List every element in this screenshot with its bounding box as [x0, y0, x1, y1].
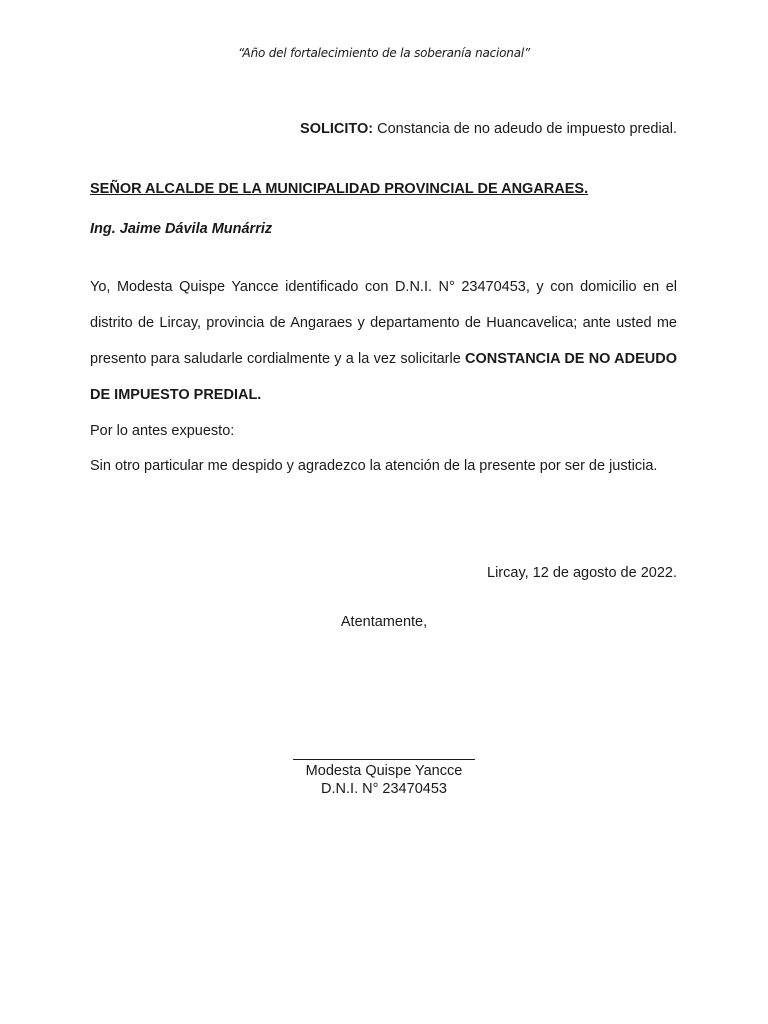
- subject-text: Constancia de no adeudo de impuesto predial.: [373, 121, 677, 137]
- body-paragraph-farewell: Sin otro particular me despido y agradezco la atención de la presente por ser de justicia.: [90, 458, 658, 474]
- closing-salutation: Atentamente,: [340, 614, 428, 630]
- signer-name: Modesta Quispe Yancce: [305, 763, 463, 779]
- signature-line: [293, 759, 475, 760]
- subject-line: [300, 121, 677, 137]
- place-date: Lircay, 12 de agosto de 2022.: [487, 565, 677, 581]
- body-paragraph-exposed: Por lo antes expuesto:: [90, 423, 235, 439]
- request-text: Yo, Modesta Quispe Yancce identificado con D.N.I. N° 23470453, y con domicilio en el distrito de Lircay, provincia de Angaraes y departamento de Huancavelica; ante usted me presento para saludarle cordialmente y a la vez solicitarle: [90, 279, 677, 367]
- subject-label: SOLICITO:: [300, 121, 374, 137]
- signer-dni: D.N.I. N° 23470453: [321, 781, 447, 797]
- year-motto: “Año del fortalecimiento de la soberanía nacional”: [237, 46, 531, 60]
- addressee-heading: SEÑOR ALCALDE DE LA MUNICIPALIDAD PROVINCIAL DE ANGARAES.: [90, 181, 589, 197]
- recipient-name: Ing. Jaime Dávila Munárriz: [90, 221, 273, 237]
- request-bold-text: CONSTANCIA DE NO ADEUDO DE IMPUESTO PREDIAL.: [90, 351, 677, 403]
- body-paragraph-request: [90, 269, 677, 413]
